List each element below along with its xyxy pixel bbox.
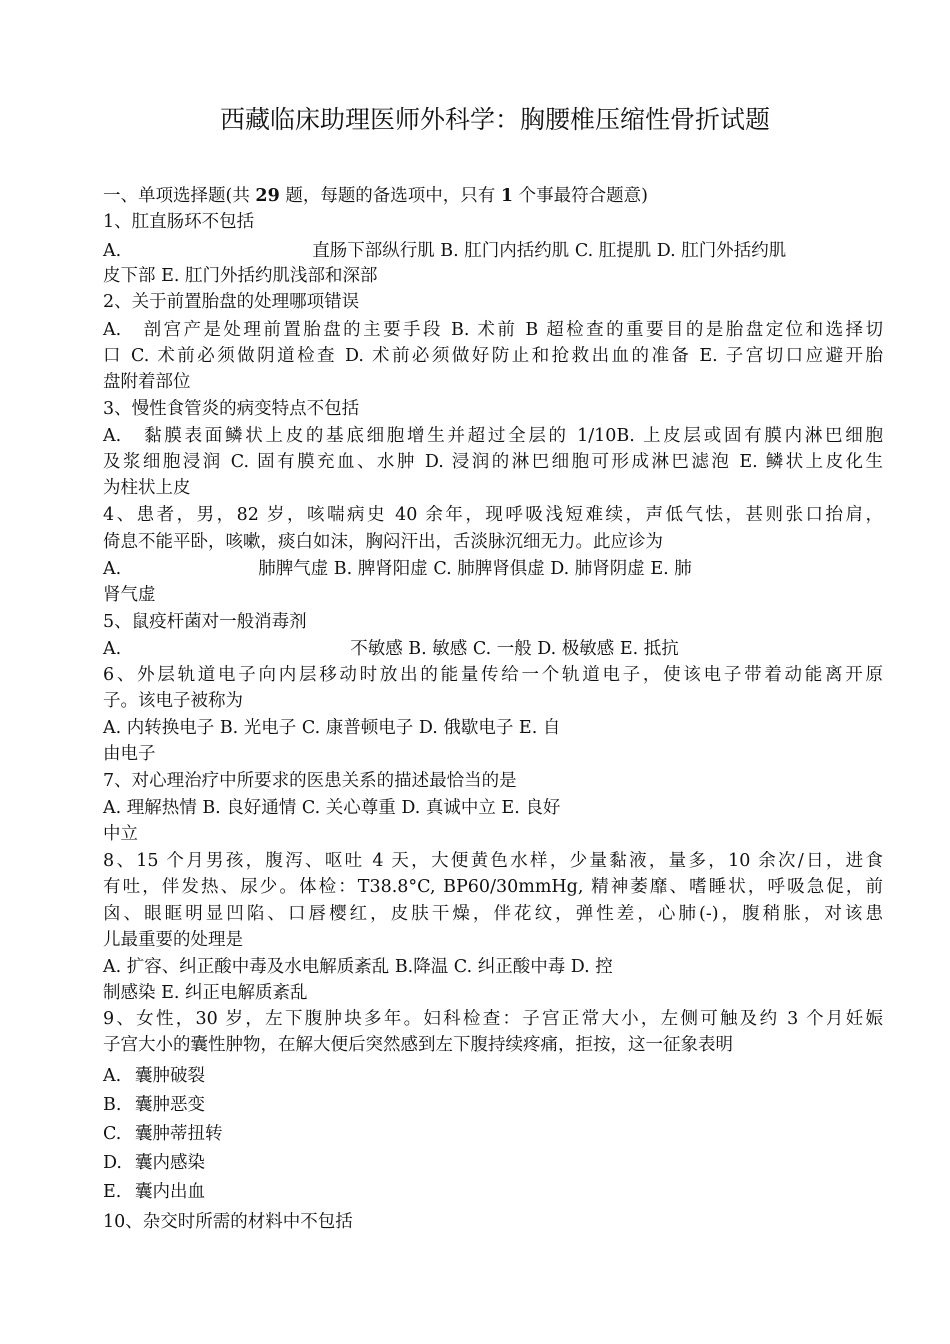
question-10-stem: 10、杂交时所需的材料中不包括 bbox=[103, 1212, 353, 1232]
question-5-options-line-1: A. 不敏感 B. 敏感 C. 一般 D. 极敏感 E. 抵抗 bbox=[103, 639, 679, 659]
question-2-options-line-1: A. 剖宫产是处理前置胎盘的主要手段 B. 术前 B 超检查的重要目的是胎盘定位和选择切 bbox=[103, 320, 883, 340]
question-7-options-line-1: A. 理解热情 B. 良好通情 C. 关心尊重 D. 真诚中立 E. 良好 bbox=[103, 798, 561, 818]
question-7-stem: 7、对心理治疗中所要求的医患关系的描述最恰当的是 bbox=[103, 771, 517, 791]
question-8-options-line-2: 制感染 E. 纠正电解质紊乱 bbox=[103, 983, 308, 1003]
question-4-options-line-2: 肾气虚 bbox=[103, 585, 156, 605]
question-8-stem-line-1: 8、15 个月男孩，腹泻、呕吐 4 天，大便黄色水样，少量黏液，量多，10 余次/日，进食 bbox=[103, 851, 883, 871]
section-header: 一、单项选择题(共 29 题，每题的备选项中，只有 1 个事最符合题意) bbox=[103, 186, 648, 206]
question-9-option-a: A. 囊肿破裂 bbox=[103, 1066, 205, 1086]
question-4-stem-line-1: 4、患者，男，82 岁，咳喘病史 40 余年，现呼吸浅短难续，声低气怯，甚则张口抬肩， bbox=[103, 505, 883, 525]
question-1-options-line-2: 皮下部 E. 肛门外括约肌浅部和深部 bbox=[103, 266, 378, 286]
question-4-options-line-1: A. 肺脾气虚 B. 脾肾阳虚 C. 肺脾肾俱虚 D. 肺肾阴虚 E. 肺 bbox=[103, 559, 692, 579]
question-4-stem-line-2: 倚息不能平卧，咳嗽，痰白如沫，胸闷汗出，舌淡脉沉细无力。此应诊为 bbox=[103, 532, 663, 552]
question-9-option-d: D. 囊内感染 bbox=[103, 1153, 205, 1173]
page-title: 西藏临床助理医师外科学：胸腰椎压缩性骨折试题 bbox=[219, 105, 770, 134]
question-1-options-line-1: A. 直肠下部纵行肌 B. 肛门内括约肌 C. 肛提肌 D. 肛门外括约肌 bbox=[103, 241, 787, 261]
question-6-options-line-1: A. 内转换电子 B. 光电子 C. 康普顿电子 D. 俄歇电子 E. 自 bbox=[103, 718, 561, 738]
question-3-stem: 3、慢性食管炎的病变特点不包括 bbox=[103, 399, 360, 419]
question-8-options-line-1: A. 扩容、纠正酸中毒及水电解质紊乱 B.降温 C. 纠正酸中毒 D. 控 bbox=[103, 957, 613, 977]
question-6-stem-line-1: 6、外层轨道电子向内层移动时放出的能量传给一个轨道电子，使该电子带着动能离开原 bbox=[103, 665, 883, 685]
question-2-stem: 2、关于前置胎盘的处理哪项错误 bbox=[103, 292, 360, 312]
question-6-options-line-2: 由电子 bbox=[103, 744, 156, 764]
question-2-options-line-2: 口 C. 术前必须做阴道检查 D. 术前必须做好防止和抢救出血的准备 E. 子宫切口应避开胎 bbox=[103, 346, 883, 366]
question-7-options-line-2: 中立 bbox=[103, 824, 138, 844]
question-3-options-line-1: A. 黏膜表面鳞状上皮的基底细胞增生并超过全层的 1/10B. 上皮层或固有膜内淋巴细胞 bbox=[103, 426, 883, 446]
question-9-option-c: C. 囊肿蒂扭转 bbox=[103, 1124, 223, 1144]
question-1-stem: 1、肛直肠环不包括 bbox=[103, 212, 255, 232]
question-3-options-line-3: 为柱状上皮 bbox=[103, 478, 191, 498]
question-8-stem-line-3: 囟、眼眶明显凹陷、口唇樱红，皮肤干燥，伴花纹，弹性差，心肺(-)，腹稍胀，对该患 bbox=[103, 904, 883, 924]
question-9-option-b: B. 囊肿恶变 bbox=[103, 1095, 205, 1115]
question-9-stem-line-2: 子宫大小的囊性肿物，在解大便后突然感到左下腹持续疼痛，拒按，这一征象表明 bbox=[103, 1035, 733, 1055]
question-9-stem-line-1: 9、女性，30 岁，左下腹肿块多年。妇科检查：子宫正常大小，左侧可触及约 3 个月妊娠 bbox=[103, 1009, 883, 1029]
question-5-stem: 5、鼠疫杆菌对一般消毒剂 bbox=[103, 612, 307, 632]
question-2-options-line-3: 盘附着部位 bbox=[103, 372, 191, 392]
question-8-stem-line-4: 儿最重要的处理是 bbox=[103, 930, 243, 950]
question-3-options-line-2: 及浆细胞浸润 C. 固有膜充血、水肿 D. 浸润的淋巴细胞可形成淋巴滤泡 E. 鳞状上皮化生 bbox=[103, 452, 883, 472]
question-9-option-e: E. 囊内出血 bbox=[103, 1182, 205, 1202]
question-8-stem-line-2: 有吐，伴发热、尿少。体检：T38.8°C, BP60/30mmHg, 精神萎靡、嗜睡状，呼吸急促，前 bbox=[103, 877, 883, 897]
question-6-stem-line-2: 子。该电子被称为 bbox=[103, 691, 243, 711]
